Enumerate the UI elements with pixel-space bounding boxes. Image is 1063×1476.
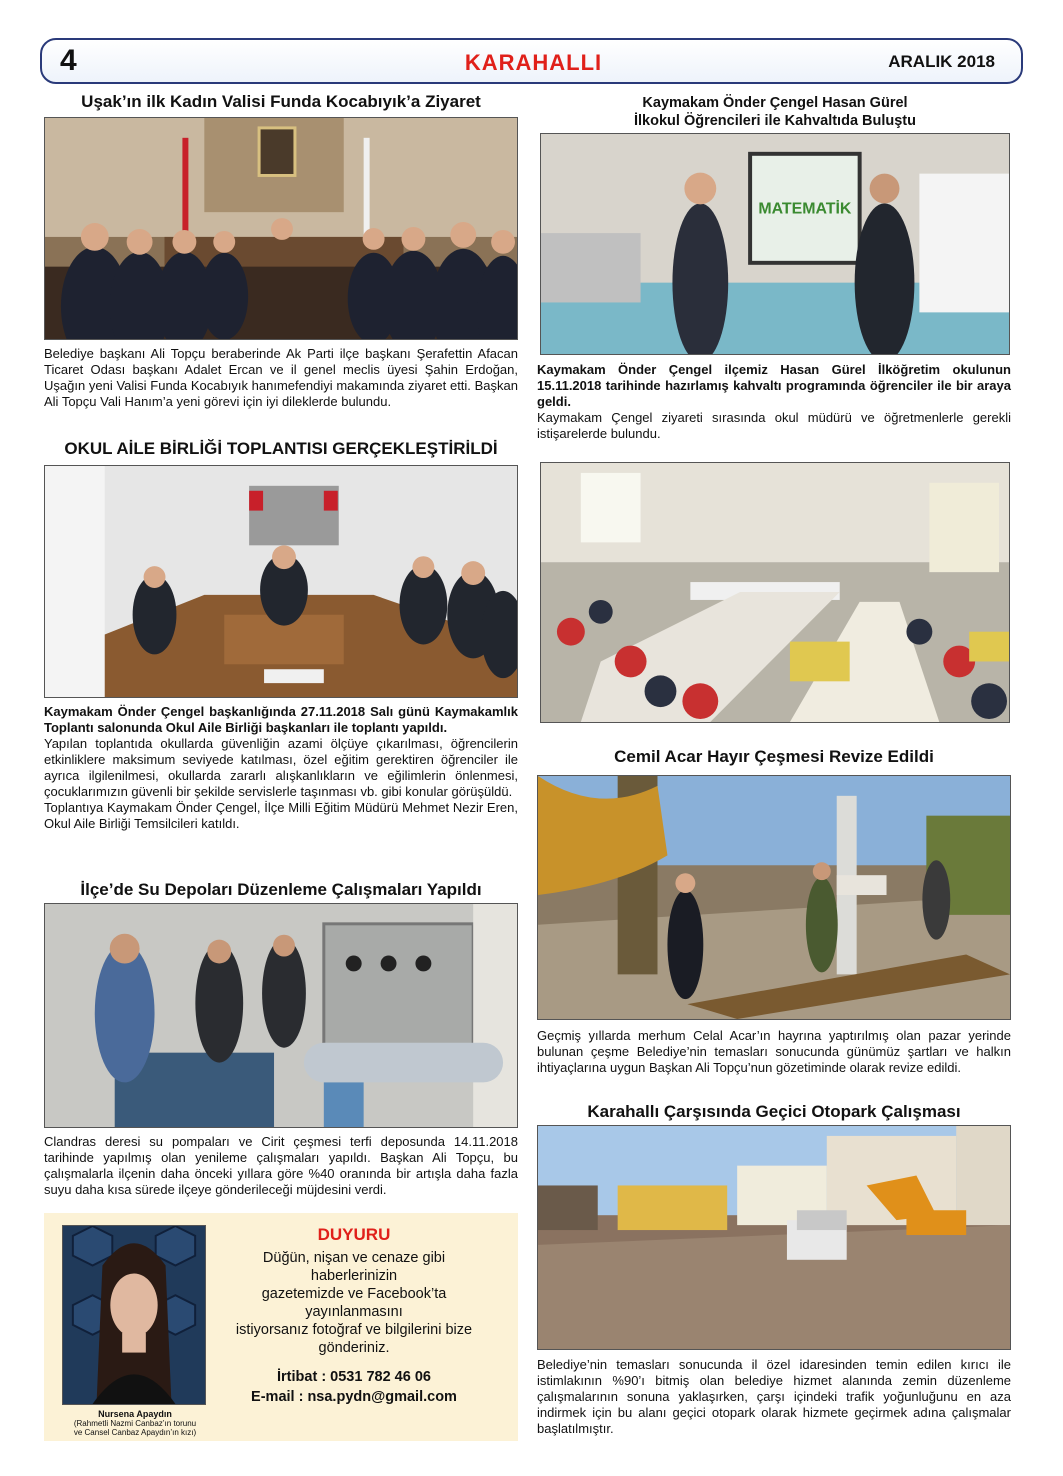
kaymakam-body-lead: Kaymakam Önder Çengel ilçemiz Hasan Gürel İlköğretim okulunun 15.11.2018 tarihinde hazırlamış kahvaltı programında öğrenciler ile bir araya geldi. <box>537 362 1011 409</box>
otopark-photo <box>537 1125 1011 1350</box>
kaymakam-classroom-photo <box>540 133 1010 355</box>
issue-date: ARALIK 2018 <box>888 52 995 71</box>
okul-aile-body <box>44 704 518 832</box>
cesme-headline: Cemil Acar Hayır Çeşmesi Revize Edildi <box>614 747 934 766</box>
su-depo-photo <box>44 903 518 1128</box>
okul-aile-body-text2: Toplantıya Kaymakam Önder Çengel, İlçe Milli Eğitim Müdürü Mehmet Nezir Eren, Okul Aile Birliği Temsilcileri katıldı. <box>44 800 518 831</box>
cesme-body: Geçmiş yıllarda merhum Celal Acar’ın hayrına yaptırılmış olan pazar yerinde bulunan çeşme Belediye’nin temasları sonucunda günümüz şartları ve halkın ihtiyaçlarına uygun Başkan Ali Topçu’nun gözetiminde olarak revize edildi. <box>537 1028 1011 1075</box>
portrait-note1: (Rahmetli Nazmi Canbaz’ın torunu <box>73 1419 197 1428</box>
kaymakam-headline-line2: İlkokul Öğrencileri ile Kahvaltıda Buluştu <box>633 113 916 129</box>
duyuru-text <box>204 1249 504 1357</box>
kaymakam-headline <box>540 94 1010 130</box>
duyuru-email: E-mail : nsa.pydn@gmail.com <box>251 1389 457 1405</box>
portrait-note2: ve Cansel Canbaz Apaydın’ın kızı) <box>73 1428 197 1437</box>
su-depo-body: Clandras deresi su pompaları ve Cirit çeşmesi terfi deposunda 14.11.2018 tarihinde yapılmış olan yenileme çalışmaları yapıldı. Başkan Ali Topçu, bu çalışmalarla ilçenin daha önceki yıllara göre %40 oranında bir artışla daha fazla suyu daha kısa sürede ilçeye gönderileceği müjdesini verdi. <box>44 1134 518 1197</box>
duyuru-box <box>44 1213 518 1441</box>
duyuru-line: gönderiniz. <box>318 1340 390 1356</box>
okul-aile-photo <box>44 465 518 698</box>
kaymakam-body-text: Kaymakam Çengel ziyareti sırasında okul müdürü ve öğretmenlerle gerekli istişarelerde bulundu. <box>537 410 1011 441</box>
okul-aile-headline: OKUL AİLE BİRLİĞİ TOPLANTISI GERÇEKLEŞTİRİLDİ <box>64 439 498 458</box>
su-depo-headline: İlçe’de Su Depoları Düzenleme Çalışmaları Yapıldı <box>80 880 482 899</box>
board-text: MATEMATİK <box>758 200 852 218</box>
duyuru-title: DUYURU <box>317 1225 391 1244</box>
newspaper-name: KARAHALLI <box>464 50 603 75</box>
portrait-name: Nursena Apaydın <box>98 1409 172 1419</box>
duyuru-line: yayınlanmasını <box>305 1304 403 1320</box>
page-header <box>40 38 1023 84</box>
breakfast-photo <box>540 462 1010 723</box>
portrait-caption <box>54 1409 216 1437</box>
otopark-body: Belediye’nin temasları sonucunda il özel idaresinden temin edilen kırıcı ile istimlakının %90’ı bitmiş olan belediye hizmet alanında zemin düzenleme çalışmalarının sonuna yaklaşırken, çarşı içindeki trafik yoğunluğunu en aza indirmek için bu alanı geçici otopark olarak hizmete geçirmek adına çalışmalar başlatılmıştır. <box>537 1357 1011 1436</box>
duyuru-phone: İrtibat : 0531 782 46 06 <box>277 1369 431 1385</box>
kaymakam-body <box>537 362 1011 442</box>
okul-aile-body-lead: Kaymakam Önder Çengel başkanlığında 27.11.2018 Salı günü Kaymakamlık Toplantı salonunda Okul Aile Birliği başkanları ile toplantı yapıldı. <box>44 704 518 735</box>
duyuru-line: istiyorsanız fotoğraf ve bilgilerini bize <box>235 1322 473 1338</box>
vali-headline: Uşak’ın ilk Kadın Valisi Funda Kocabıyık’a Ziyaret <box>81 92 481 111</box>
duyuru-line: gazetemizde ve Facebook’ta <box>261 1286 447 1302</box>
nursena-portrait <box>62 1225 206 1405</box>
duyuru-line: Düğün, nişan ve cenaze gibi <box>262 1250 446 1266</box>
vali-photo <box>44 117 518 340</box>
page-number: 4 <box>60 44 77 77</box>
vali-body: Belediye başkanı Ali Topçu beraberinde Ak Parti ilçe başkanı Şerafettin Afacan Ticaret Odası başkanı Adalet Ercan ve il genel meclis üyesi Şahin Erdoğan, Uşağın yeni Valisi Funda Kocabıyık hanımefendiyi makamında ziyaret etti. Başkan Ali Topçu Vali Hanım’a yeni görevi için iyi dileklerde bulundu. <box>44 346 518 409</box>
okul-aile-body-text: Yapılan toplantıda okullarda güvenliğin azami ölçüye çıkarılması, öğrencilerin etkinliklere maksimum seviyede katılması, özel eğitim gerektiren öğrenciler ile ayrıca ilgilenilmesi, okullarda zararlı alışkanlıkların ve eğilimlerin önlenmesi, çocuklarımızın güvenli bir şekilde servislerle taşınması vb. gibi konular görüşüldü. <box>44 736 518 799</box>
duyuru-line: haberlerinizin <box>310 1268 398 1284</box>
cesme-photo <box>537 775 1011 1020</box>
kaymakam-headline-line1: Kaymakam Önder Çengel Hasan Gürel <box>642 95 908 111</box>
otopark-headline: Karahallı Çarşısında Geçici Otopark Çalışması <box>587 1102 961 1121</box>
